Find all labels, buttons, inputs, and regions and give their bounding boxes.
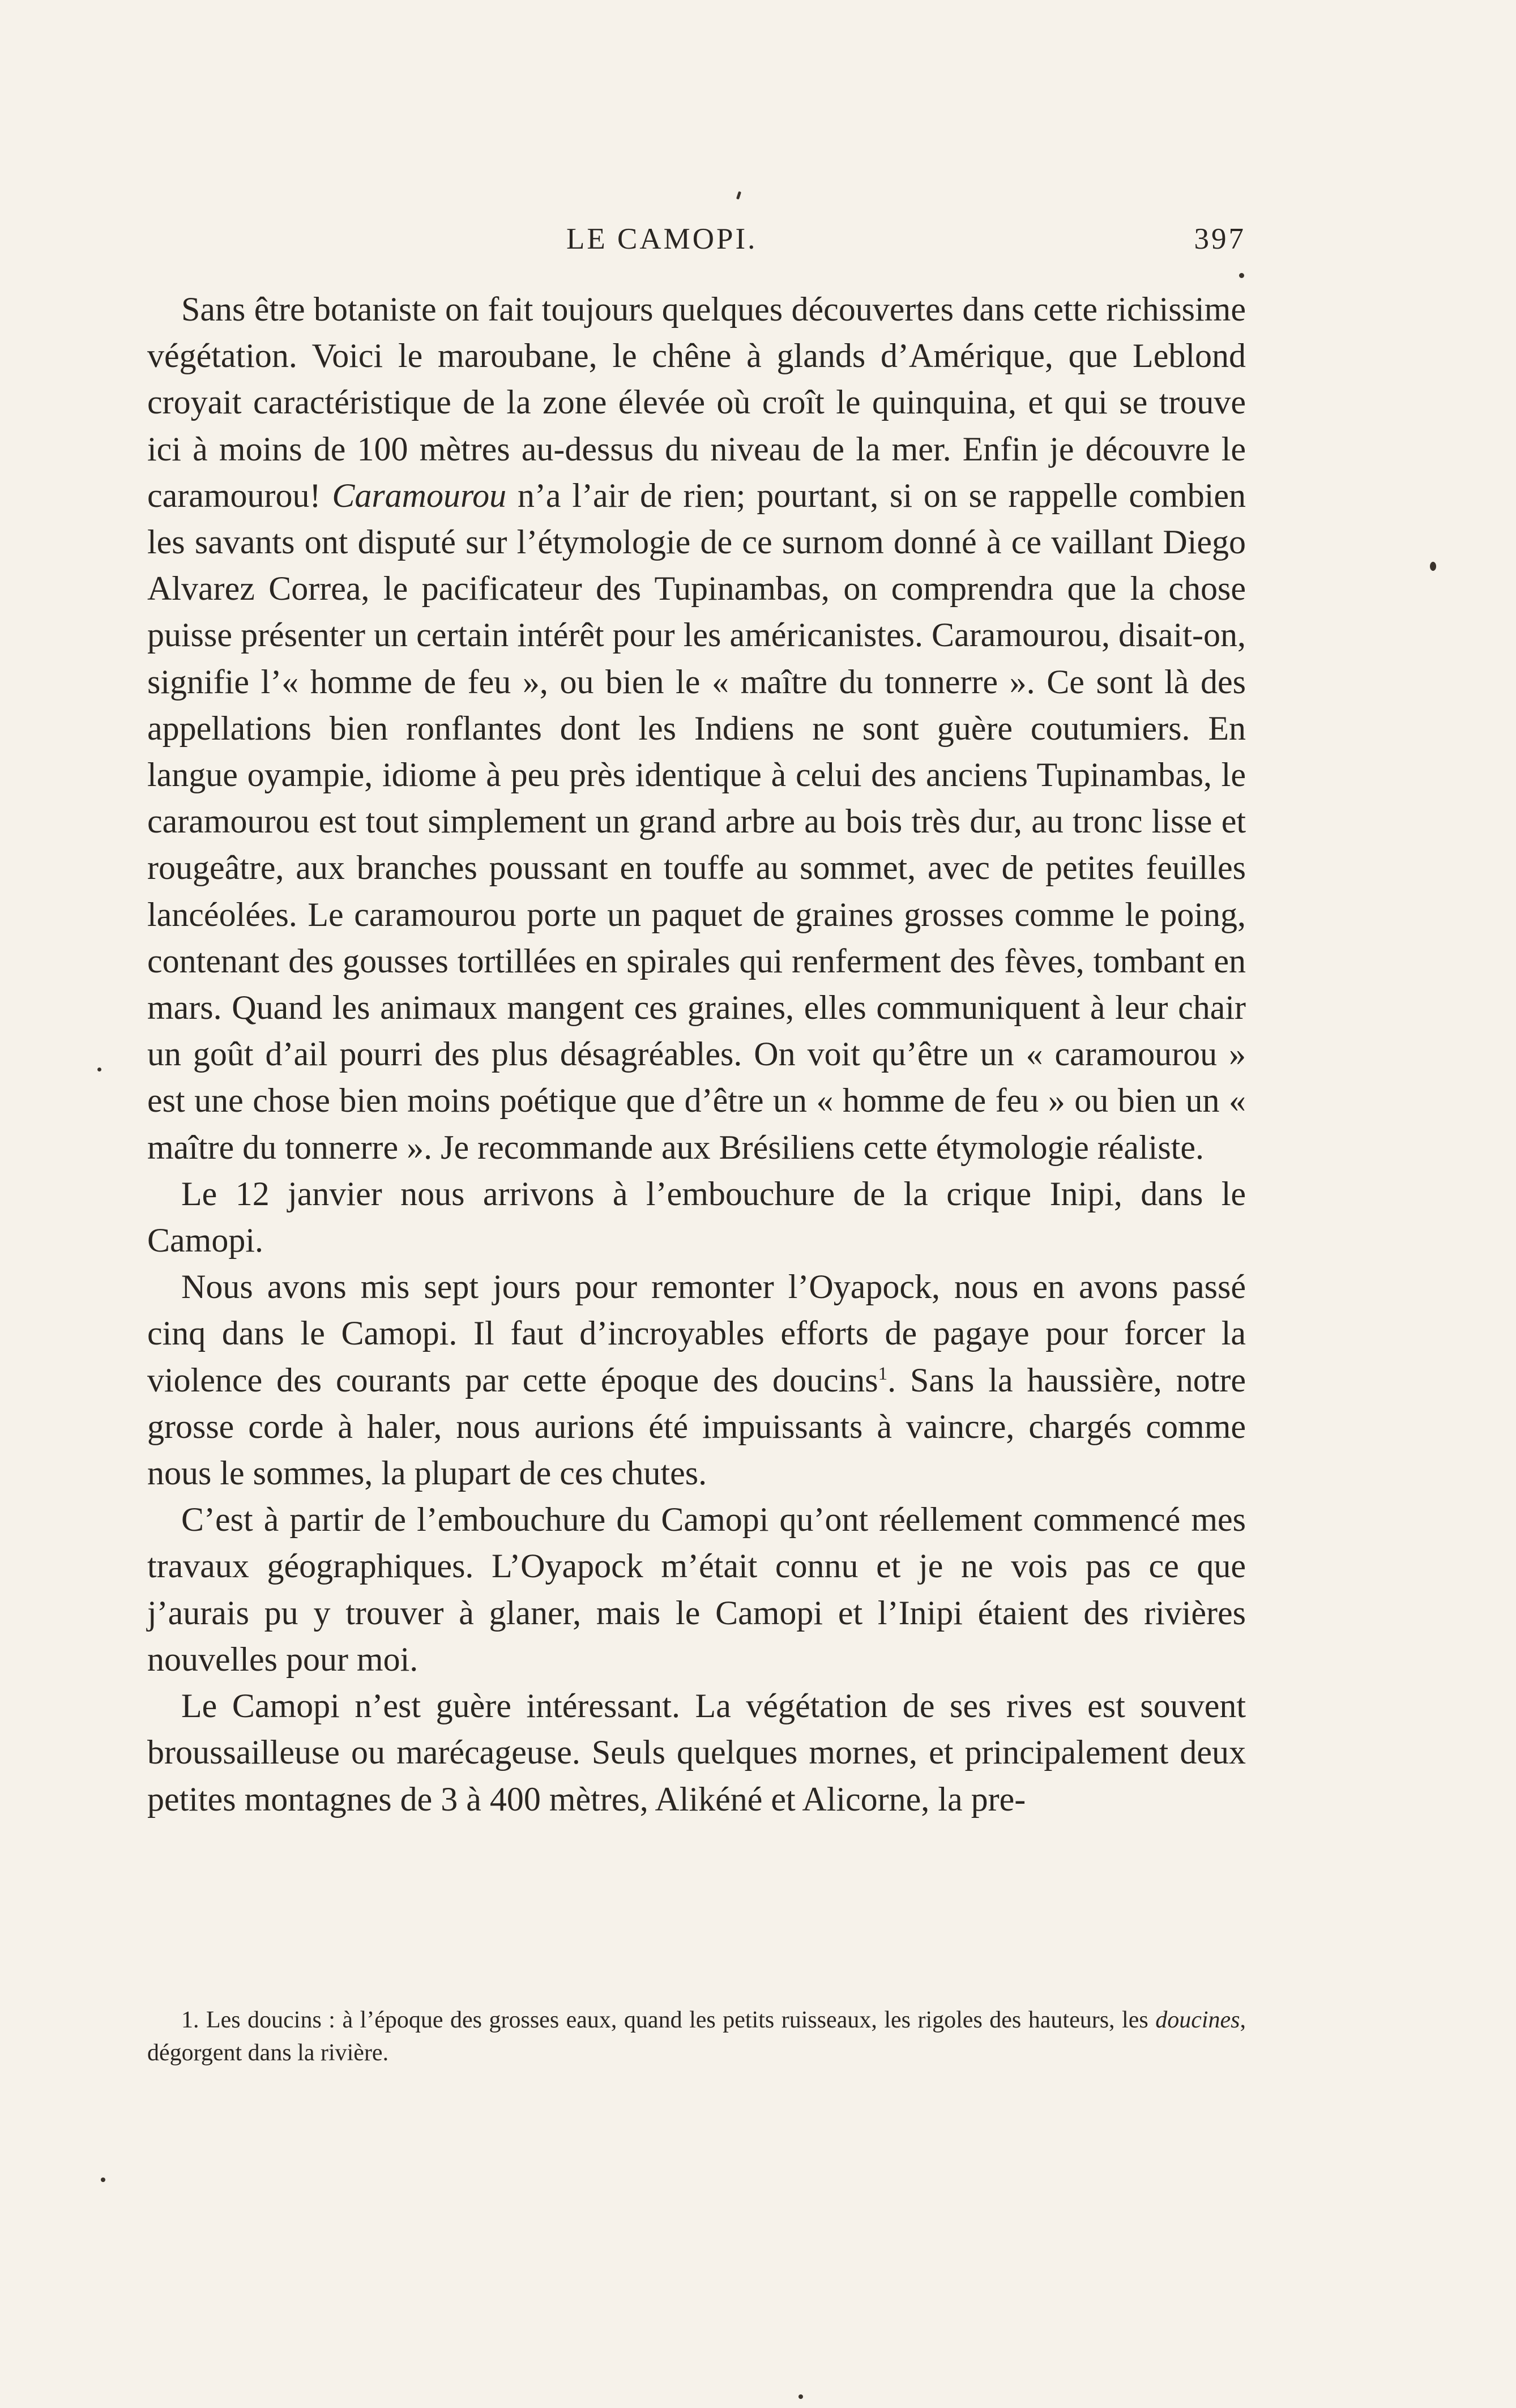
- page-header: [147, 222, 1246, 284]
- footnote-text-a: 1. Les doucins : à l’époque des grosses eaux, quand les petits ruisseaux, les rigoles des hauteurs, les: [181, 2007, 1156, 2033]
- paragraph-3: [147, 1263, 1246, 1496]
- print-speck: [1239, 273, 1244, 278]
- print-speck: [97, 1068, 101, 1071]
- print-speck: [736, 191, 741, 200]
- print-speck: [1430, 562, 1436, 571]
- paragraph-3-text-a: Nous avons mis sept jours pour remonter l’Oyapock, nous en avons passé cinq dans le Camopi. Il faut d’incroyables efforts de pagaye pour forcer la violence des courants par cette époque des doucins: [147, 1268, 1246, 1399]
- running-head: LE CAMOPI.: [566, 223, 758, 255]
- print-speck: [798, 2394, 803, 2399]
- footnote: [147, 2004, 1246, 2069]
- paragraph-4: C’est à partir de l’embouchure du Camopi qu’ont réellement commencé mes travaux géographiques. L’Oyapock m’était connu et je ne vois pas ce que j’aurais pu y trouver à glaner, mais le Camopi et l’Inipi étaient des rivières nouvelles pour moi.: [147, 1501, 1246, 1678]
- paragraph-1-text-b: n’a l’air de rien; pourtant, si on se rappelle combien les savants ont disputé sur l’étymologie de ce surnom donné à ce vaillant Diego Alvarez Correa, le pacificateur des Tupinambas, on comprendra que la chose puisse présenter un certain intérêt pour les américanistes. Caramourou, disait-on, signifie l’« homme de feu », ou bien le « maître du tonnerre ». Ce sont là des appellations bien ronflantes dont les Indiens ne sont guère coutumiers. En langue oyampie, idiome à peu près identique à celui des anciens Tupinambas, le caramourou est tout simplement un grand arbre au bois très dur, au tronc lisse et rougeâtre, aux branches poussant en touffe au sommet, avec de petites feuilles lancéolées. Le caramourou porte un paquet de graines grosses comme le poing, contenant des gousses tortillées en spirales qui renferment des fèves, tombant en mars. Quand les animaux mangent ces graines, elles communiquent à leur chair un goût d’ail pourri des plus désagréables. On voit qu’être un « caramourou » est une chose bien moins poétique que d’être un « homme de feu » ou bien un « maître du tonnerre ». Je recommande aux Brésiliens cette étymologie réaliste.: [147, 476, 1246, 1166]
- body-text: [147, 286, 1246, 1822]
- paragraph-3-text-b: . Sans la haussière, notre grosse corde à haler, nous aurions été impuissants à vaincre, chargés comme nous le sommes, la plupart de ces chutes.: [147, 1361, 1246, 1492]
- paragraph-1-italic: Caramourou: [332, 476, 507, 514]
- page-number: 397: [1194, 223, 1246, 255]
- paragraph-5: Le Camopi n’est guère intéressant. La végétation de ses rives est souvent broussailleuse ou marécageuse. Seuls quelques mornes, et principalement deux petites montagnes de 3 à 400 mètres, Alikéné et Alicorne, la pre-: [147, 1687, 1246, 1818]
- print-speck: [101, 2178, 105, 2182]
- paragraph-2: Le 12 janvier nous arrivons à l’embouchure de la crique Inipi, dans le Camopi.: [147, 1175, 1246, 1259]
- paragraph-1-text-a: Sans être botaniste on fait toujours quelques découvertes dans cette richissime végétation. Voici le maroubane, le chêne à glands d’Amérique, que Leblond croyait caractéristique de la zone élevée où croît le quinquina, et qui se trouve ici à moins de 100 mètres au-dessus du niveau de la mer. Enfin je découvre le caramourou!: [147, 291, 1246, 514]
- footnote-reference: 1: [878, 1363, 888, 1384]
- footnote-text-b: , dégorgent dans la rivière.: [147, 2007, 1246, 2066]
- footnote-italic: doucines: [1155, 2007, 1240, 2033]
- paragraph-1: [147, 286, 1246, 1171]
